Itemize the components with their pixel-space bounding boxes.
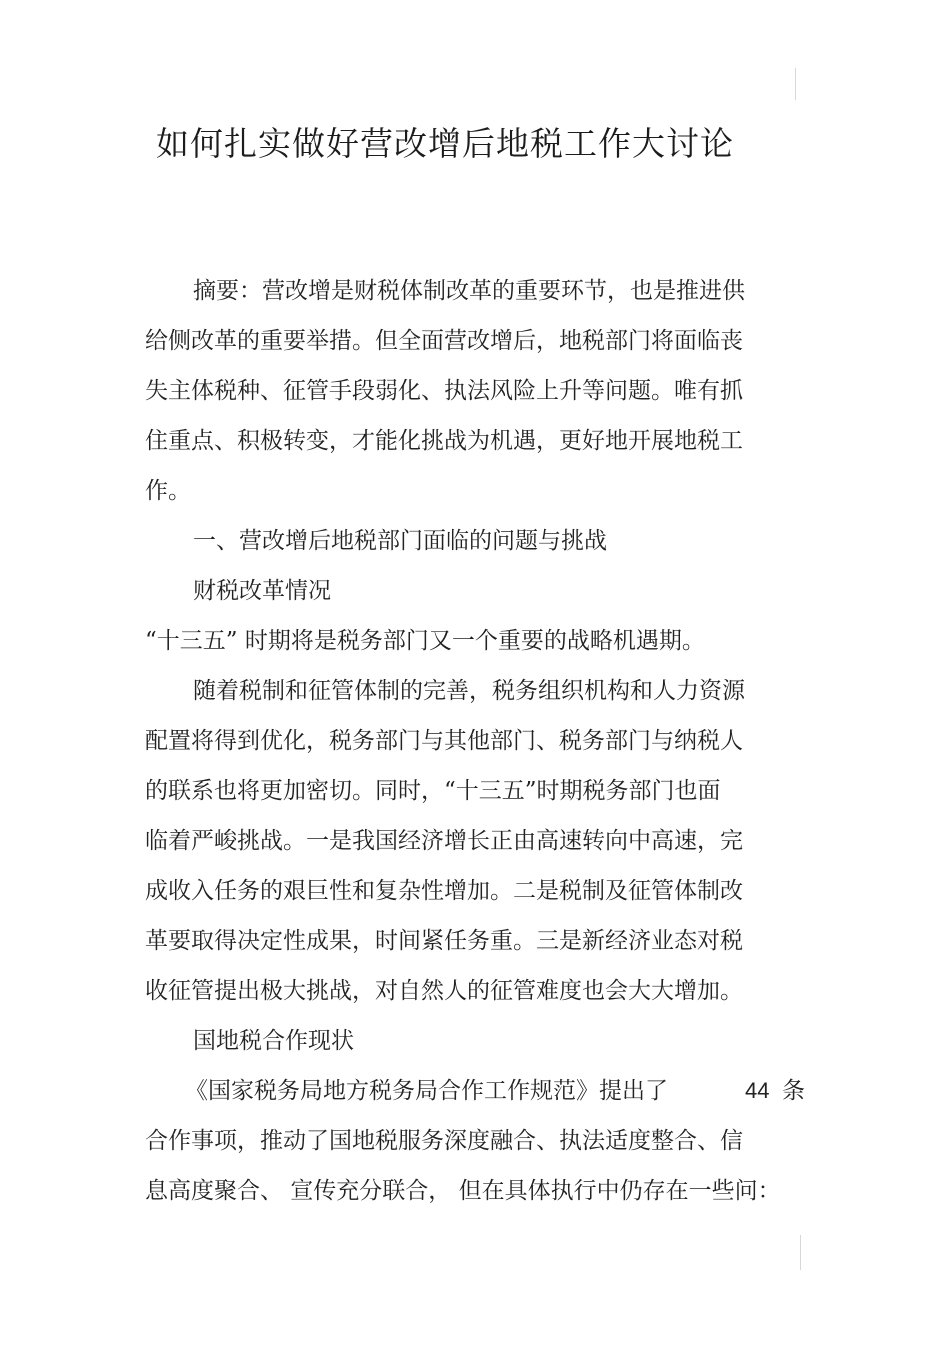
paragraph-line: 合作事项，推动了国地税服务深度融合、执法适度整合、信 (145, 1128, 743, 1154)
paragraph-line: 息高度聚合、 宣传充分联合， 但在具体执行中仍存在一些问： (145, 1178, 781, 1204)
paragraph-line: 作。 (145, 478, 191, 504)
paragraph-line: 的联系也将更加密切。同时，“十三五”时期税务部门也面 (145, 778, 721, 804)
paragraph-line: 给侧改革的重要举措。但全面营改增后，地税部门将面临丧 (145, 328, 743, 354)
paragraph-line: 临着严峻挑战。一是我国经济增长正由高速转向中高速，完 (145, 828, 743, 854)
paragraph-line: “十三五” 时期将是税务部门又一个重要的战略机遇期。 (145, 628, 705, 654)
section-heading: 一、营改增后地税部门面临的问题与挑战 (193, 528, 607, 554)
page-edge-mark-top (795, 68, 796, 100)
document-title: 如何扎实做好营改增后地税工作大讨论 (156, 124, 734, 163)
paragraph-line: 摘要：营改增是财税体制改革的重要环节，也是推进供 (193, 278, 745, 304)
paragraph-line: 成收入任务的艰巨性和复杂性增加。二是税制及征管体制改 (145, 878, 743, 904)
subheading: 国地税合作现状 (193, 1028, 354, 1054)
count-number: 44 (745, 1078, 770, 1103)
paragraph-line: 收征管提出极大挑战，对自然人的征管难度也会大大增加。 (145, 978, 743, 1004)
count-unit: 条 (782, 1078, 805, 1104)
subheading: 财税改革情况 (193, 578, 331, 604)
paragraph-line: 《国家税务局地方税务局合作工作规范》提出了 (185, 1078, 668, 1104)
paragraph-line: 住重点、积极转变，才能化挑战为机遇，更好地开展地税工 (145, 428, 743, 454)
page-edge-mark-bottom (800, 1235, 801, 1270)
paragraph-line: 随着税制和征管体制的完善，税务组织机构和人力资源 (193, 678, 745, 704)
paragraph-line: 革要取得决定性成果，时间紧任务重。三是新经济业态对税 (145, 928, 743, 954)
paragraph-line: 失主体税种、征管手段弱化、执法风险上升等问题。唯有抓 (145, 378, 743, 404)
paragraph-line: 配置将得到优化，税务部门与其他部门、税务部门与纳税人 (145, 728, 743, 754)
